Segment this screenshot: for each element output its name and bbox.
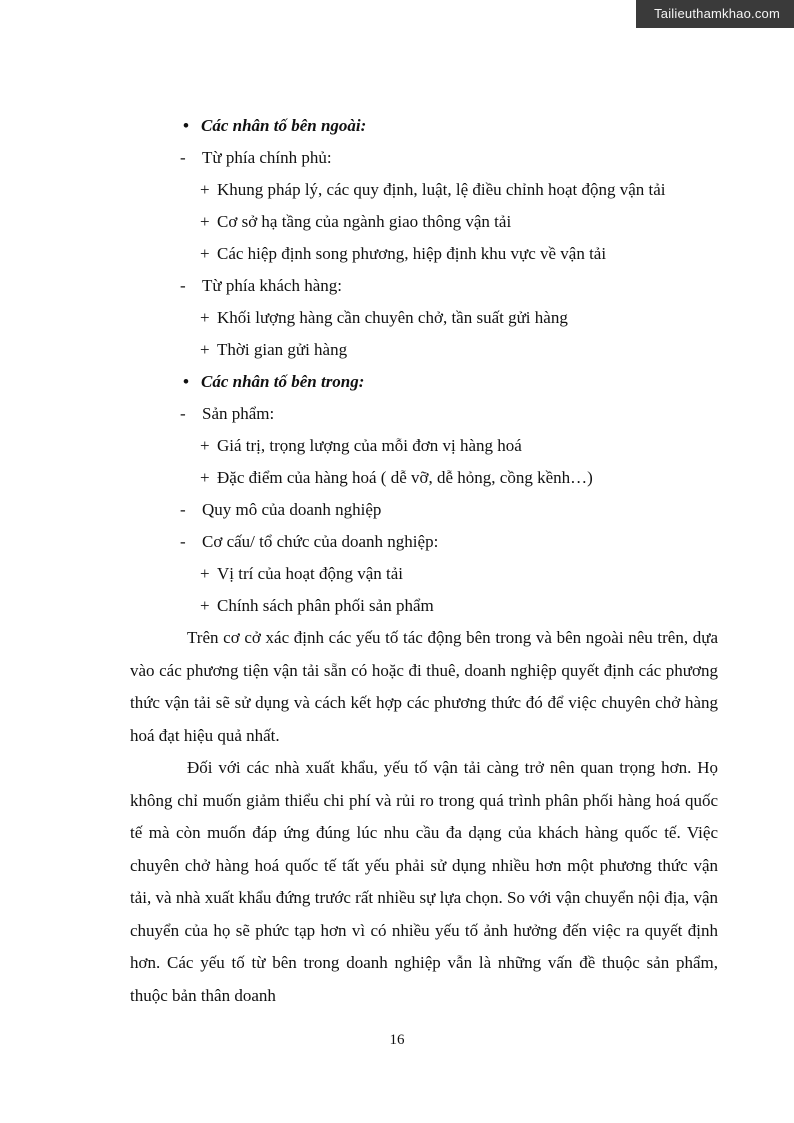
plus-marker: +: [200, 436, 210, 455]
outline-text: Vị trí của hoạt động vận tải: [217, 564, 404, 583]
page-number: 16: [389, 1032, 405, 1048]
dash-marker: -: [180, 532, 186, 551]
dash-marker: -: [180, 404, 186, 423]
bullet-marker: •: [183, 372, 189, 391]
page-content: [130, 110, 718, 1012]
outline-item: [130, 174, 718, 206]
outline-item: [130, 462, 718, 494]
outline-item: [130, 142, 718, 174]
outline-item: [130, 494, 718, 526]
plus-marker: +: [200, 244, 210, 263]
plus-marker: +: [200, 180, 210, 199]
bullet-marker: •: [183, 116, 189, 135]
outline-text: Khối lượng hàng cần chuyên chở, tần suất gửi hàng: [217, 308, 568, 327]
outline-item: [130, 334, 718, 366]
outline-list: [130, 110, 718, 622]
outline-text: Các nhân tố bên trong:: [201, 372, 365, 391]
outline-text: Các hiệp định song phương, hiệp định khu vực về vận tải: [217, 244, 607, 263]
paragraph: Trên cơ cở xác định các yếu tố tác động bên trong và bên ngoài nêu trên, dựa vào các phương tiện vận tải sẵn có hoặc đi thuê, doanh nghiệp quyết định các phương thức vận tải sẽ sử dụng và cách kết hợp các phương thức đó để việc chuyên chở hàng hoá đạt hiệu quả nhất.: [130, 628, 718, 745]
outline-item: [130, 526, 718, 558]
plus-marker: +: [200, 596, 210, 615]
outline-item: [130, 302, 718, 334]
dash-marker: -: [180, 500, 186, 519]
outline-item: [130, 238, 718, 270]
outline-item: [130, 206, 718, 238]
outline-item: [130, 366, 718, 398]
outline-text: Từ phía chính phủ:: [202, 148, 332, 167]
outline-text: Sản phẩm:: [202, 404, 275, 423]
outline-text: Giá trị, trọng lượng của mỗi đơn vị hàng hoá: [217, 436, 522, 455]
outline-text: Chính sách phân phối sản phẩm: [217, 596, 434, 615]
dash-marker: -: [180, 148, 186, 167]
outline-text: Cơ cấu/ tổ chức của doanh nghiệp:: [202, 532, 439, 551]
outline-item: [130, 110, 718, 142]
outline-text: Từ phía khách hàng:: [202, 276, 342, 295]
outline-item: [130, 590, 718, 622]
plus-marker: +: [200, 340, 210, 359]
plus-marker: +: [200, 308, 210, 327]
outline-item: [130, 430, 718, 462]
plus-marker: +: [200, 564, 210, 583]
outline-text: Các nhân tố bên ngoài:: [201, 116, 367, 135]
outline-item: [130, 398, 718, 430]
outline-text: Đặc điểm của hàng hoá ( dễ vỡ, dễ hỏng, cồng kềnh…): [217, 468, 593, 487]
dash-marker: -: [180, 276, 186, 295]
plus-marker: +: [200, 212, 210, 231]
watermark-banner: Tailieuthamkhao.com: [636, 0, 794, 28]
outline-text: Khung pháp lý, các quy định, luật, lệ điều chỉnh hoạt động vận tải: [217, 180, 666, 199]
body-paragraphs: [130, 622, 718, 1012]
outline-text: Cơ sở hạ tầng của ngành giao thông vận tải: [217, 212, 512, 231]
paragraph: Đối với các nhà xuất khẩu, yếu tố vận tải càng trở nên quan trọng hơn. Họ không chỉ muốn giảm thiểu chi phí và rủi ro trong quá trình phân phối hàng hoá quốc tế mà còn muốn đáp ứng đúng lúc nhu cầu đa dạng của khách hàng quốc tế. Việc chuyên chở hàng hoá quốc tế tất yếu phải sử dụng nhiều hơn một phương thức vận tải, và nhà xuất khẩu đứng trước rất nhiều sự lựa chọn. So với vận chuyển nội địa, vận chuyển của họ sẽ phức tạp hơn vì có nhiều yếu tố ảnh hưởng đến việc ra quyết định hơn. Các yếu tố từ bên trong doanh nghiệp vẫn là những vấn đề thuộc sản phẩm, thuộc bản thân doanh: [130, 758, 718, 1005]
outline-text: Thời gian gửi hàng: [217, 340, 348, 359]
outline-item: [130, 270, 718, 302]
plus-marker: +: [200, 468, 210, 487]
outline-text: Quy mô của doanh nghiệp: [202, 500, 382, 519]
outline-item: [130, 558, 718, 590]
